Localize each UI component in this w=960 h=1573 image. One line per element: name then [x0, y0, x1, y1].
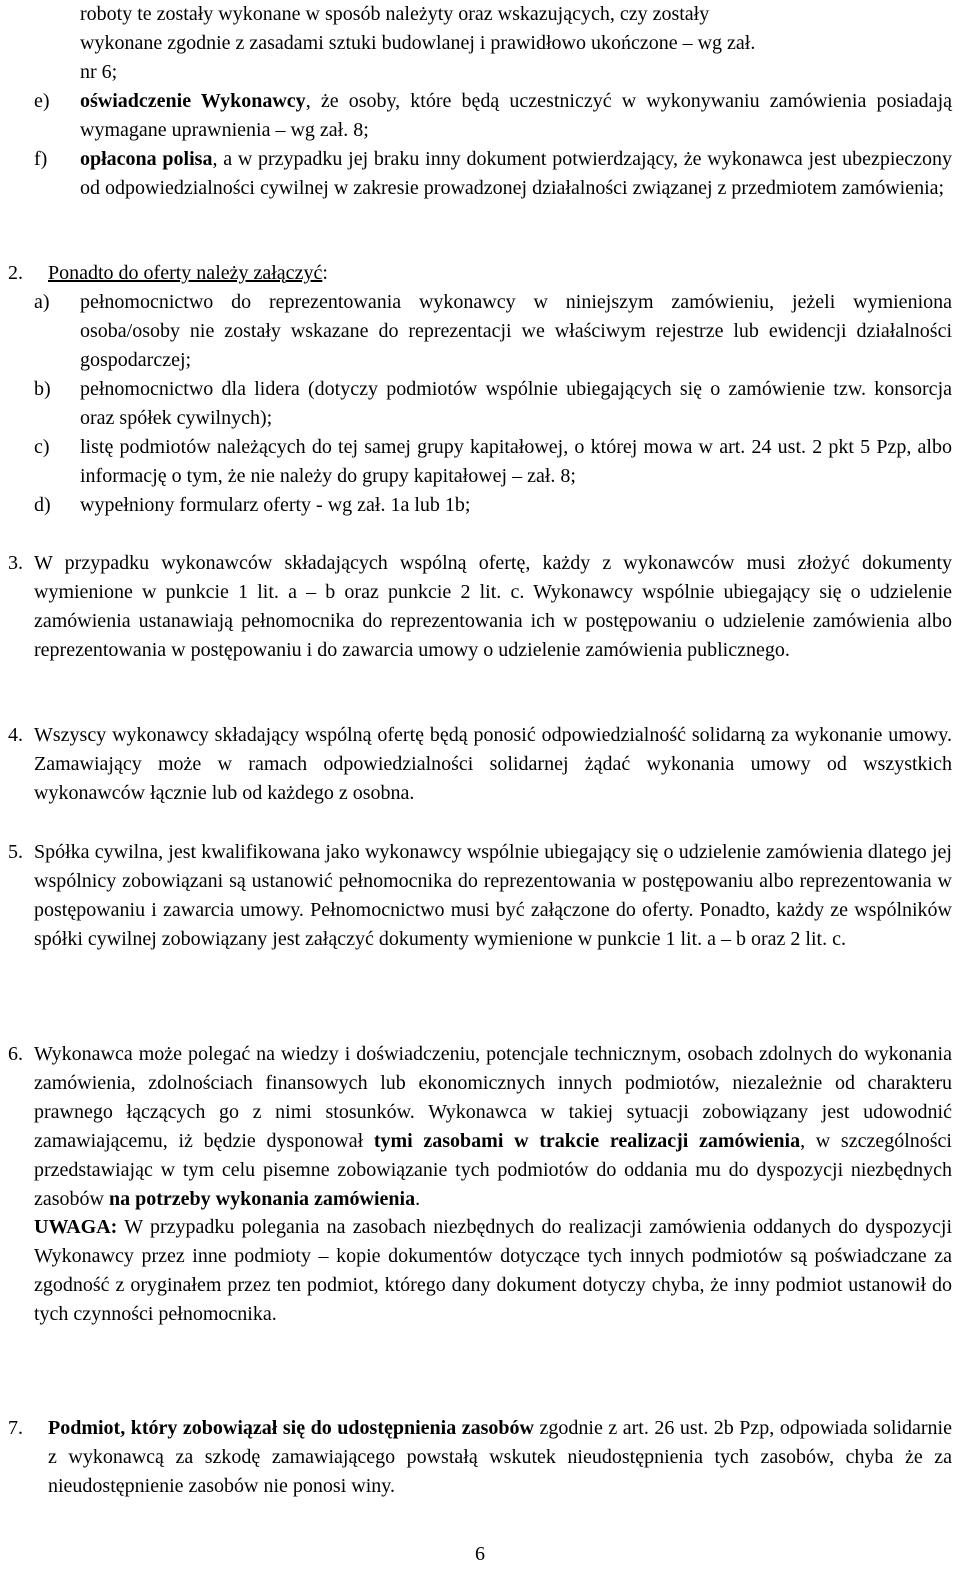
section-text-part: Wykonawca może polegać na wiedzy i doświadczeniu, potencjale technicznym, osobach zdolnych do wykonania zamówienia, zdolnościach finansowych lub ekonomicznych innych podmiotów, niezależnie od charakteru prawnego łączących go z nimi stosunków. Wykonawca w takiej sytuacji zobowiązany jest udowodnić zamawiającemu, iż będzie dysponował: [34, 1043, 952, 1152]
section-text: W przypadku wykonawców składających wspólną ofertę, każdy z wykonawców musi złożyć dokumenty wymienione w punkcie 1 lit. a – b oraz punkcie 2 lit. c. Wykonawcy wspólnie ubiegający się o udzielenie zamówienia ustanawiają pełnomocnika do reprezentowania ich w postępowaniu o udzielenie zamówienia albo reprezentowania w postępowaniu i do zawarcia umowy o udzielenie zamówienia publicznego.: [34, 552, 952, 661]
item-label: c): [34, 436, 50, 458]
item-text: wypełniony formularz oferty - wg zał. 1a lub 1b;: [80, 494, 471, 516]
note-label: UWAGA:: [34, 1216, 118, 1239]
list-item-e: [34, 87, 952, 145]
heading-colon: :: [322, 262, 328, 284]
section-number: 7.: [8, 1417, 23, 1439]
section-text-part: .: [415, 1187, 421, 1210]
page-number: 6: [475, 1543, 485, 1565]
section-6: [8, 1040, 952, 1329]
section-7: [8, 1414, 952, 1501]
continuation-line: nr 6;: [80, 61, 118, 83]
continuation-line: roboty te zostały wykonane w sposób należyty oraz wskazujących, czy zostały: [80, 3, 710, 25]
note-paragraph: [34, 1213, 952, 1329]
list-item-f: [34, 145, 952, 203]
section-2-item-b: [34, 375, 952, 433]
section-number: 2.: [8, 262, 23, 284]
section-text-part: , w szczególności przedstawiając w tym celu pisemne zobowiązanie tych podmiotów do oddania mu do dyspozycji niezbędnych zasobów: [34, 1129, 952, 1210]
section-5: [8, 838, 952, 954]
section-text: [34, 1040, 952, 1213]
section-number: 5.: [8, 841, 23, 863]
note-text: W przypadku polegania na zasobach niezbędnych do realizacji zamówienia oddanych do dyspozycji Wykonawcy przez inne podmioty – kopie dokumentów dotyczące tych innych podmiotów są poświadczane za zgodność z oryginałem przez ten podmiot, którego dany dokument dotyczy chyba, że inny podmiot ustanowił do tych czynności pełnomocnika.: [34, 1216, 952, 1326]
section-4: [8, 721, 952, 808]
section-text: Spółka cywilna, jest kwalifikowana jako wykonawcy wspólnie ubiegający się o udzielenie zamówienia dlatego jej wspólnicy zobowiązani są ustanowić pełnomocnika do reprezentowania w postępowaniu albo reprezentowania w postępowaniu i zawarcia umowy. Pełnomocnictwo musi być załączone do oferty. Ponadto, każdy ze wspólników spółki cywilnej zobowiązany jest załączyć dokumenty wymienione w punkcie 1 lit. a – b oraz 2 lit. c.: [34, 841, 952, 950]
section-number: 4.: [8, 724, 23, 746]
item-text: , że osoby, które będą uczestniczyć w wykonywaniu zamówienia posiadają wymagane uprawnienia – wg zał. 8;: [80, 90, 952, 141]
item-label: f): [34, 148, 48, 170]
section-text: Wszyscy wykonawcy składający wspólną ofertę będą ponosić odpowiedzialność solidarną za wykonanie umowy. Zamawiający może w ramach odpowiedzialności solidarnej żądać wykonania umowy od wszystkich wykonawców łącznie lub od każdego z osobna.: [34, 724, 952, 804]
item-text: pełnomocnictwo do reprezentowania wykonawcy w niniejszym zamówieniu, jeżeli wymieniona osoba/osoby nie zostały wskazane do reprezentacji we właściwym rejestrze lub ewidencji działalności gospodarczej;: [80, 291, 952, 371]
item-bold-text: oświadczenie Wykonawcy: [80, 90, 306, 112]
item-text: listę podmiotów należących do tej samej grupy kapitałowej, o której mowa w art. 24 ust. 2 pkt 5 Pzp, albo informację o tym, że nie należy do grupy kapitałowej – zał. 8;: [80, 436, 952, 487]
item-label: d): [34, 494, 51, 516]
section-bold-text: na potrzeby wykonania zamówienia: [108, 1187, 416, 1210]
item-text: , a w przypadku jej braku inny dokument potwierdzający, że wykonawca jest ubezpieczony od odpowiedzialności cywilnej w zakresie prowadzonej działalności związanej z przedmiotem zamówienia;: [80, 148, 953, 199]
section-text: zgodnie z art. 26 ust. 2b Pzp, odpowiada solidarnie z wykonawcą za szkodę zamawiającego powstałą wskutek nieudostępnienia tych zasobów, chyba że za nieudostępnienie zasobów nie ponosi winy.: [48, 1417, 952, 1497]
section-bold-text: Podmiot, który zobowiązał się do udostępnienia zasobów: [48, 1417, 534, 1439]
section-2-item-c: [34, 433, 952, 491]
item-label: b): [34, 378, 51, 400]
section-2-item-d: [34, 491, 952, 520]
section-number: 6.: [8, 1043, 23, 1065]
section-number: 3.: [8, 552, 23, 574]
section-underlined-heading: Ponadto do oferty należy załączyć: [48, 262, 323, 284]
section-2: [8, 259, 952, 288]
section-3: [8, 549, 952, 665]
item-label: e): [34, 90, 50, 112]
continuation-line: wykonane zgodnie z zasadami sztuki budowlanej i prawidłowo ukończone – wg zał.: [80, 32, 756, 54]
item-bold-text: opłacona polisa: [80, 148, 213, 170]
item-label: a): [34, 291, 50, 313]
item-text: pełnomocnictwo dla lidera (dotyczy podmiotów wspólnie ubiegających się o zamówienie tzw. konsorcja oraz spółek cywilnych);: [80, 378, 952, 429]
section-bold-text: tymi zasobami w trakcie realizacji zamówienia: [373, 1129, 801, 1152]
section-2-item-a: [34, 288, 952, 375]
